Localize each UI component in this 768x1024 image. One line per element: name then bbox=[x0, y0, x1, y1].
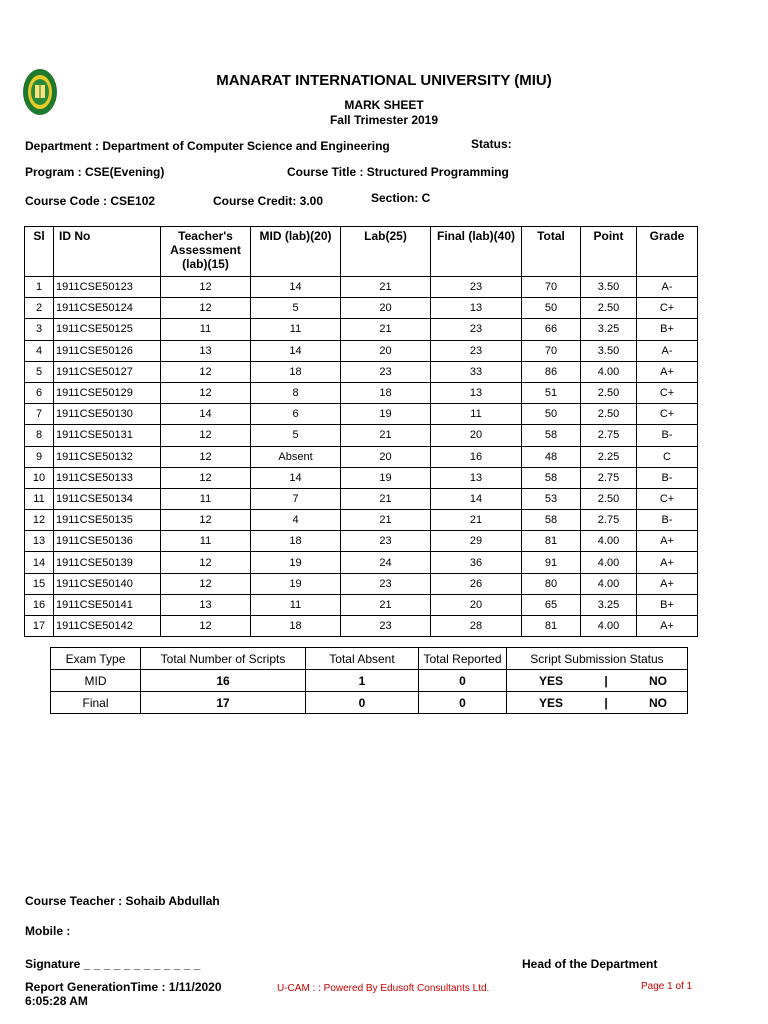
summary-reported: 0 bbox=[419, 692, 507, 714]
cell-grade: B- bbox=[637, 425, 698, 446]
cell-final: 11 bbox=[431, 404, 522, 425]
cell-teacher-assessment: 12 bbox=[161, 552, 251, 573]
cell-teacher-assessment: 12 bbox=[161, 361, 251, 382]
cell-sl: 9 bbox=[25, 446, 54, 467]
cell-total: 81 bbox=[522, 531, 581, 552]
cell-sl: 1 bbox=[25, 277, 54, 298]
cell-lab: 23 bbox=[341, 573, 431, 594]
summary-exam-type: Final bbox=[51, 692, 141, 714]
table-row bbox=[25, 467, 698, 488]
powered-by: U-CAM : : Powered By Edusoft Consultants Ltd. bbox=[277, 983, 490, 994]
head-of-department: Head of the Department bbox=[522, 957, 658, 971]
marks-table bbox=[24, 226, 698, 637]
cell-lab: 21 bbox=[341, 594, 431, 615]
report-time-line2: 6:05:28 AM bbox=[25, 994, 88, 1008]
cell-final: 16 bbox=[431, 446, 522, 467]
course-title-label: Course Title : Structured Programming bbox=[287, 165, 509, 179]
cell-lab: 20 bbox=[341, 340, 431, 361]
marks-header-row bbox=[25, 227, 698, 277]
status-yes: YES bbox=[539, 695, 564, 710]
university-name: MANARAT INTERNATIONAL UNIVERSITY (MIU) bbox=[216, 72, 552, 89]
cell-teacher-assessment: 12 bbox=[161, 446, 251, 467]
cell-total: 86 bbox=[522, 361, 581, 382]
summary-row bbox=[51, 670, 688, 692]
summary-scripts: 17 bbox=[141, 692, 306, 714]
cell-grade: C+ bbox=[637, 298, 698, 319]
cell-sl: 15 bbox=[25, 573, 54, 594]
cell-lab: 20 bbox=[341, 298, 431, 319]
table-row bbox=[25, 594, 698, 615]
table-row bbox=[25, 298, 698, 319]
cell-id: 1911CSE50131 bbox=[54, 425, 161, 446]
cell-point: 2.50 bbox=[581, 404, 637, 425]
cell-final: 28 bbox=[431, 616, 522, 637]
table-row bbox=[25, 319, 698, 340]
page-number: Page 1 of 1 bbox=[641, 981, 693, 992]
cell-total: 50 bbox=[522, 404, 581, 425]
cell-mid: Absent bbox=[251, 446, 341, 467]
cell-mid: 7 bbox=[251, 488, 341, 509]
table-row bbox=[25, 340, 698, 361]
table-row bbox=[25, 277, 698, 298]
header-teacher-assessment: Teacher's Assessment (lab)(15) bbox=[161, 227, 251, 277]
summary-absent: 1 bbox=[306, 670, 419, 692]
cell-id: 1911CSE50139 bbox=[54, 552, 161, 573]
header-total: Total bbox=[522, 227, 581, 277]
cell-grade: A+ bbox=[637, 361, 698, 382]
cell-lab: 21 bbox=[341, 277, 431, 298]
cell-id: 1911CSE50124 bbox=[54, 298, 161, 319]
cell-teacher-assessment: 12 bbox=[161, 510, 251, 531]
header-mid: MID (lab)(20) bbox=[251, 227, 341, 277]
cell-sl: 5 bbox=[25, 361, 54, 382]
cell-id: 1911CSE50140 bbox=[54, 573, 161, 594]
cell-teacher-assessment: 12 bbox=[161, 616, 251, 637]
status-separator: | bbox=[604, 695, 608, 710]
cell-point: 3.50 bbox=[581, 277, 637, 298]
cell-id: 1911CSE50136 bbox=[54, 531, 161, 552]
cell-lab: 24 bbox=[341, 552, 431, 573]
cell-total: 65 bbox=[522, 594, 581, 615]
cell-point: 3.50 bbox=[581, 340, 637, 361]
cell-lab: 23 bbox=[341, 616, 431, 637]
cell-grade: C+ bbox=[637, 382, 698, 403]
cell-total: 80 bbox=[522, 573, 581, 594]
cell-lab: 23 bbox=[341, 531, 431, 552]
cell-final: 13 bbox=[431, 467, 522, 488]
cell-mid: 4 bbox=[251, 510, 341, 531]
cell-sl: 11 bbox=[25, 488, 54, 509]
cell-teacher-assessment: 11 bbox=[161, 531, 251, 552]
cell-mid: 19 bbox=[251, 552, 341, 573]
cell-total: 50 bbox=[522, 298, 581, 319]
cell-id: 1911CSE50132 bbox=[54, 446, 161, 467]
cell-grade: B- bbox=[637, 510, 698, 531]
table-row bbox=[25, 552, 698, 573]
cell-teacher-assessment: 11 bbox=[161, 319, 251, 340]
cell-mid: 11 bbox=[251, 319, 341, 340]
cell-sl: 6 bbox=[25, 382, 54, 403]
cell-lab: 21 bbox=[341, 425, 431, 446]
cell-sl: 12 bbox=[25, 510, 54, 531]
cell-sl: 3 bbox=[25, 319, 54, 340]
summary-row bbox=[51, 692, 688, 714]
cell-final: 23 bbox=[431, 319, 522, 340]
cell-point: 3.25 bbox=[581, 594, 637, 615]
table-row bbox=[25, 616, 698, 637]
cell-id: 1911CSE50123 bbox=[54, 277, 161, 298]
cell-id: 1911CSE50133 bbox=[54, 467, 161, 488]
cell-sl: 4 bbox=[25, 340, 54, 361]
status-label: Status: bbox=[471, 137, 512, 151]
cell-total: 48 bbox=[522, 446, 581, 467]
cell-sl: 7 bbox=[25, 404, 54, 425]
cell-final: 23 bbox=[431, 277, 522, 298]
cell-id: 1911CSE50135 bbox=[54, 510, 161, 531]
mobile-label: Mobile : bbox=[25, 924, 71, 938]
cell-teacher-assessment: 12 bbox=[161, 573, 251, 594]
cell-id: 1911CSE50126 bbox=[54, 340, 161, 361]
cell-lab: 19 bbox=[341, 404, 431, 425]
cell-mid: 14 bbox=[251, 467, 341, 488]
cell-total: 58 bbox=[522, 510, 581, 531]
cell-final: 29 bbox=[431, 531, 522, 552]
cell-grade: A- bbox=[637, 277, 698, 298]
cell-point: 2.50 bbox=[581, 298, 637, 319]
cell-grade: A+ bbox=[637, 552, 698, 573]
cell-mid: 6 bbox=[251, 404, 341, 425]
cell-grade: C bbox=[637, 446, 698, 467]
summary-header-absent: Total Absent bbox=[306, 648, 419, 670]
summary-scripts: 16 bbox=[141, 670, 306, 692]
cell-total: 51 bbox=[522, 382, 581, 403]
status-separator: | bbox=[604, 673, 608, 688]
cell-teacher-assessment: 12 bbox=[161, 277, 251, 298]
cell-mid: 18 bbox=[251, 361, 341, 382]
cell-grade: B+ bbox=[637, 319, 698, 340]
course-teacher: Course Teacher : Sohaib Abdullah bbox=[25, 894, 220, 908]
cell-teacher-assessment: 14 bbox=[161, 404, 251, 425]
section-label: Section: C bbox=[371, 191, 431, 205]
cell-grade: A- bbox=[637, 340, 698, 361]
summary-header-scripts: Total Number of Scripts bbox=[141, 648, 306, 670]
status-yes: YES bbox=[539, 673, 564, 688]
status-no: NO bbox=[649, 673, 667, 688]
cell-sl: 13 bbox=[25, 531, 54, 552]
cell-teacher-assessment: 11 bbox=[161, 488, 251, 509]
cell-id: 1911CSE50127 bbox=[54, 361, 161, 382]
cell-grade: A+ bbox=[637, 616, 698, 637]
header-grade: Grade bbox=[637, 227, 698, 277]
cell-sl: 8 bbox=[25, 425, 54, 446]
report-time-line1: Report GenerationTime : 1/11/2020 bbox=[25, 980, 222, 994]
table-row bbox=[25, 382, 698, 403]
summary-header-status: Script Submission Status bbox=[507, 648, 688, 670]
cell-teacher-assessment: 13 bbox=[161, 594, 251, 615]
cell-lab: 21 bbox=[341, 510, 431, 531]
cell-point: 4.00 bbox=[581, 361, 637, 382]
status-no: NO bbox=[649, 695, 667, 710]
cell-mid: 8 bbox=[251, 382, 341, 403]
cell-mid: 14 bbox=[251, 277, 341, 298]
header-final: Final (lab)(40) bbox=[431, 227, 522, 277]
report-time bbox=[25, 980, 222, 1008]
cell-final: 21 bbox=[431, 510, 522, 531]
table-row bbox=[25, 446, 698, 467]
cell-mid: 19 bbox=[251, 573, 341, 594]
cell-final: 14 bbox=[431, 488, 522, 509]
cell-grade: A+ bbox=[637, 573, 698, 594]
table-row bbox=[25, 531, 698, 552]
cell-id: 1911CSE50141 bbox=[54, 594, 161, 615]
cell-total: 70 bbox=[522, 277, 581, 298]
cell-point: 2.75 bbox=[581, 425, 637, 446]
sheet-title: MARK SHEET bbox=[344, 98, 424, 112]
summary-header-exam-type: Exam Type bbox=[51, 648, 141, 670]
course-credit-label: Course Credit: 3.00 bbox=[213, 194, 324, 208]
cell-point: 2.25 bbox=[581, 446, 637, 467]
cell-mid: 5 bbox=[251, 425, 341, 446]
cell-final: 13 bbox=[431, 382, 522, 403]
cell-final: 36 bbox=[431, 552, 522, 573]
cell-point: 4.00 bbox=[581, 531, 637, 552]
table-row bbox=[25, 425, 698, 446]
cell-point: 2.75 bbox=[581, 467, 637, 488]
cell-total: 58 bbox=[522, 467, 581, 488]
summary-status bbox=[507, 692, 688, 714]
header-sl: Sl bbox=[25, 227, 54, 277]
cell-sl: 14 bbox=[25, 552, 54, 573]
department-label: Department : Department of Computer Science and Engineering bbox=[25, 139, 390, 153]
cell-teacher-assessment: 13 bbox=[161, 340, 251, 361]
cell-grade: C+ bbox=[637, 404, 698, 425]
cell-total: 81 bbox=[522, 616, 581, 637]
cell-teacher-assessment: 12 bbox=[161, 425, 251, 446]
cell-id: 1911CSE50125 bbox=[54, 319, 161, 340]
cell-final: 20 bbox=[431, 594, 522, 615]
program-label: Program : CSE(Evening) bbox=[25, 165, 165, 179]
course-code-label: Course Code : CSE102 bbox=[25, 194, 156, 208]
cell-mid: 14 bbox=[251, 340, 341, 361]
table-row bbox=[25, 488, 698, 509]
cell-final: 13 bbox=[431, 298, 522, 319]
summary-absent: 0 bbox=[306, 692, 419, 714]
header-point: Point bbox=[581, 227, 637, 277]
summary-header-reported: Total Reported bbox=[419, 648, 507, 670]
cell-mid: 5 bbox=[251, 298, 341, 319]
table-row bbox=[25, 573, 698, 594]
cell-point: 4.00 bbox=[581, 573, 637, 594]
cell-lab: 18 bbox=[341, 382, 431, 403]
cell-total: 91 bbox=[522, 552, 581, 573]
cell-final: 20 bbox=[431, 425, 522, 446]
cell-final: 26 bbox=[431, 573, 522, 594]
header-id: ID No bbox=[54, 227, 161, 277]
cell-lab: 19 bbox=[341, 467, 431, 488]
cell-lab: 21 bbox=[341, 488, 431, 509]
cell-teacher-assessment: 12 bbox=[161, 467, 251, 488]
cell-sl: 10 bbox=[25, 467, 54, 488]
summary-exam-type: MID bbox=[51, 670, 141, 692]
table-row bbox=[25, 510, 698, 531]
cell-sl: 16 bbox=[25, 594, 54, 615]
cell-mid: 18 bbox=[251, 616, 341, 637]
cell-grade: A+ bbox=[637, 531, 698, 552]
cell-id: 1911CSE50130 bbox=[54, 404, 161, 425]
cell-id: 1911CSE50142 bbox=[54, 616, 161, 637]
cell-total: 70 bbox=[522, 340, 581, 361]
cell-mid: 18 bbox=[251, 531, 341, 552]
cell-point: 2.75 bbox=[581, 510, 637, 531]
cell-grade: B+ bbox=[637, 594, 698, 615]
cell-point: 3.25 bbox=[581, 319, 637, 340]
cell-lab: 20 bbox=[341, 446, 431, 467]
cell-total: 58 bbox=[522, 425, 581, 446]
cell-lab: 23 bbox=[341, 361, 431, 382]
cell-teacher-assessment: 12 bbox=[161, 298, 251, 319]
cell-grade: B- bbox=[637, 467, 698, 488]
cell-sl: 2 bbox=[25, 298, 54, 319]
cell-lab: 21 bbox=[341, 319, 431, 340]
summary-table bbox=[50, 647, 688, 714]
cell-point: 4.00 bbox=[581, 552, 637, 573]
term-label: Fall Trimester 2019 bbox=[329, 113, 439, 127]
summary-header-row bbox=[51, 648, 688, 670]
table-row bbox=[25, 361, 698, 382]
cell-point: 2.50 bbox=[581, 382, 637, 403]
cell-point: 4.00 bbox=[581, 616, 637, 637]
header-lab: Lab(25) bbox=[341, 227, 431, 277]
cell-teacher-assessment: 12 bbox=[161, 382, 251, 403]
summary-reported: 0 bbox=[419, 670, 507, 692]
table-row bbox=[25, 404, 698, 425]
summary-status bbox=[507, 670, 688, 692]
cell-point: 2.50 bbox=[581, 488, 637, 509]
cell-final: 23 bbox=[431, 340, 522, 361]
cell-id: 1911CSE50134 bbox=[54, 488, 161, 509]
cell-final: 33 bbox=[431, 361, 522, 382]
cell-total: 53 bbox=[522, 488, 581, 509]
cell-mid: 11 bbox=[251, 594, 341, 615]
cell-grade: C+ bbox=[637, 488, 698, 509]
cell-sl: 17 bbox=[25, 616, 54, 637]
cell-total: 66 bbox=[522, 319, 581, 340]
signature-line: Signature _ _ _ _ _ _ _ _ _ _ _ _ bbox=[25, 957, 201, 971]
cell-id: 1911CSE50129 bbox=[54, 382, 161, 403]
